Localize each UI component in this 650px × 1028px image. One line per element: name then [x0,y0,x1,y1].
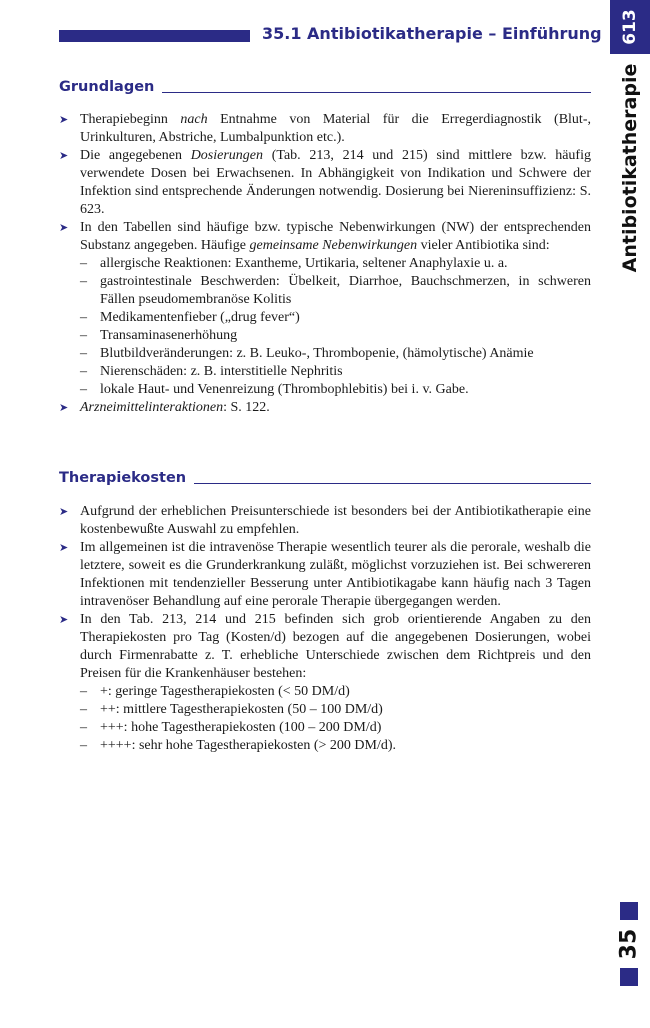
thumb-index-marker-top [620,902,638,920]
sub-list-text: +++: hohe Tagestherapiekosten (100 – 200 DM/d) [100,720,382,735]
sub-list-item [59,737,591,755]
dash-bullet: – [80,256,87,271]
dash-bullet: – [80,738,87,753]
arrowhead-bullet-icon: ➤ [59,114,69,126]
arrowhead-bullet-icon: ➤ [59,150,69,162]
list-item [59,399,591,417]
running-header-title: 35.1 Antibiotikatherapie – Einführung [262,24,602,43]
text-run: In den Tabellen sind häufige bzw. typische Nebenwirkungen (NW) der entsprechenden Substanz angegeben. Häufige [80,220,591,253]
sub-list-item [59,701,591,719]
text-run: : S. 122. [223,400,270,415]
arrowhead-bullet-icon: ➤ [59,222,69,234]
section-rule [194,483,591,484]
thumb-index-marker-bottom [620,968,638,986]
text-run: Im allgemeinen ist die intravenöse Therapie wesentlich teurer als die perorale, weshalb die letztere, soweit es die Grunderkrankung zuläßt, möglichst vorzuziehen ist. Bei schwereren Infektionen mit tendenzieller Besserung unter Antibiotikagabe kann häufig nach 3 Tagen intravenöser Behandlung auf eine perorale Therapie übergegangen werden. [80,540,591,609]
list-item [59,539,591,611]
dash-bullet: – [80,702,87,717]
text-run: Aufgrund der erheblichen Preisunterschiede ist besonders bei der Antibiotikatherapie eine kostenbewußte Auswahl zu empfehlen. [80,504,591,537]
arrowhead-bullet-icon: ➤ [59,614,69,626]
page-number: 613 [620,9,640,45]
dash-bullet: – [80,720,87,735]
emphasized-text: Arzneimittelinteraktionen [80,400,224,415]
chapter-number: 35 [616,928,642,960]
sub-list-text: allergische Reaktionen: Exantheme, Urtikaria, seltener Anaphylaxie u. a. [100,256,508,271]
sub-list-text: lokale Haut- und Venenreizung (Thrombophlebitis) bei i. v. Gabe. [100,382,469,397]
emphasized-text: Dosierungen [190,148,264,163]
sub-list-text: gastrointestinale Beschwerden: Übelkeit, Diarrhoe, Bauchschmerzen, in schweren Fällen pseudomembranöse Kolitis [100,274,591,307]
sub-list-text: ++++: sehr hohe Tagestherapiekosten (> 200 DM/d). [100,738,397,753]
text-run: In den Tab. 213, 214 und 215 befinden sich grob orientierende Angaben zu den Therapiekosten pro Tag (Kosten/d) bezogen auf die angegebenen Dosierungen, wobei durch Firmenrabatte z. T. erhebliche Unterschiede zwischen dem Richtpreis und den Preisen für die Krankenhäuser bestehen: [80,612,591,681]
section-body-therapiekosten [59,503,591,755]
sub-list-text: ++: mittlere Tagestherapiekosten (50 – 100 DM/d) [100,702,383,717]
sub-list-item [59,255,591,273]
sub-list-item [59,327,591,345]
dash-bullet: – [80,684,87,699]
sub-list-text: Medikamentenfieber („drug fever“) [100,310,300,325]
section-title: Therapiekosten [59,470,187,486]
section-title: Grundlagen [59,79,155,95]
text-run: vieler Antibiotika sind: [417,238,550,253]
dash-bullet: – [80,328,87,343]
sub-list-item [59,381,591,399]
section-rule [162,92,591,93]
text-run: Die angegebenen [80,148,191,163]
list-item [59,611,591,683]
dash-bullet: – [80,346,87,361]
dash-bullet: – [80,382,87,397]
sub-list-item [59,309,591,327]
emphasized-text: nach [180,112,208,127]
arrowhead-bullet-icon: ➤ [59,542,69,554]
arrowhead-bullet-icon: ➤ [59,402,69,414]
text-run: Entnahme von Material für die Erregerdiagnostik (Blut-, Urinkulturen, Abstriche, Lumbalpunktion etc.). [80,112,591,145]
section-heading-therapiekosten [59,469,591,487]
dash-bullet: – [80,274,87,289]
text-run: (Tab. 213, 214 und 215) sind mittlere bzw. häufig verwendete Dosen bei Erwachsenen. In Abhängigkeit von Indikation und Schwere der Infektion sind entsprechende Änderungen notwendig. Dosierung bei Niereninsuffizienz: S. 623. [80,148,591,217]
sub-list-text: +: geringe Tagestherapiekosten (< 50 DM/d) [100,684,350,699]
sub-list-item [59,719,591,737]
sub-list-item [59,273,591,309]
list-item [59,503,591,539]
arrowhead-bullet-icon: ➤ [59,506,69,518]
chapter-side-title: Antibiotikatherapie [619,63,641,273]
sub-list-text: Blutbildveränderungen: z. B. Leuko-, Thrombopenie, (hämolytische) Anämie [100,346,534,361]
emphasized-text: gemeinsame Nebenwirkungen [249,238,418,253]
dash-bullet: – [80,310,87,325]
sub-list-item [59,683,591,701]
sub-list-item [59,345,591,363]
list-item [59,111,591,147]
list-item [59,219,591,255]
page-number-tab [610,0,650,54]
dash-bullet: – [80,364,87,379]
text-run: Therapiebeginn [80,112,181,127]
list-item [59,147,591,219]
sub-list-item [59,363,591,381]
sub-list-text: Transaminasenerhöhung [100,328,238,343]
section-heading-grundlagen [59,78,591,96]
sub-list-text: Nierenschäden: z. B. interstitielle Nephritis [100,364,343,379]
header-bar [59,30,250,42]
section-body-grundlagen [59,111,591,417]
